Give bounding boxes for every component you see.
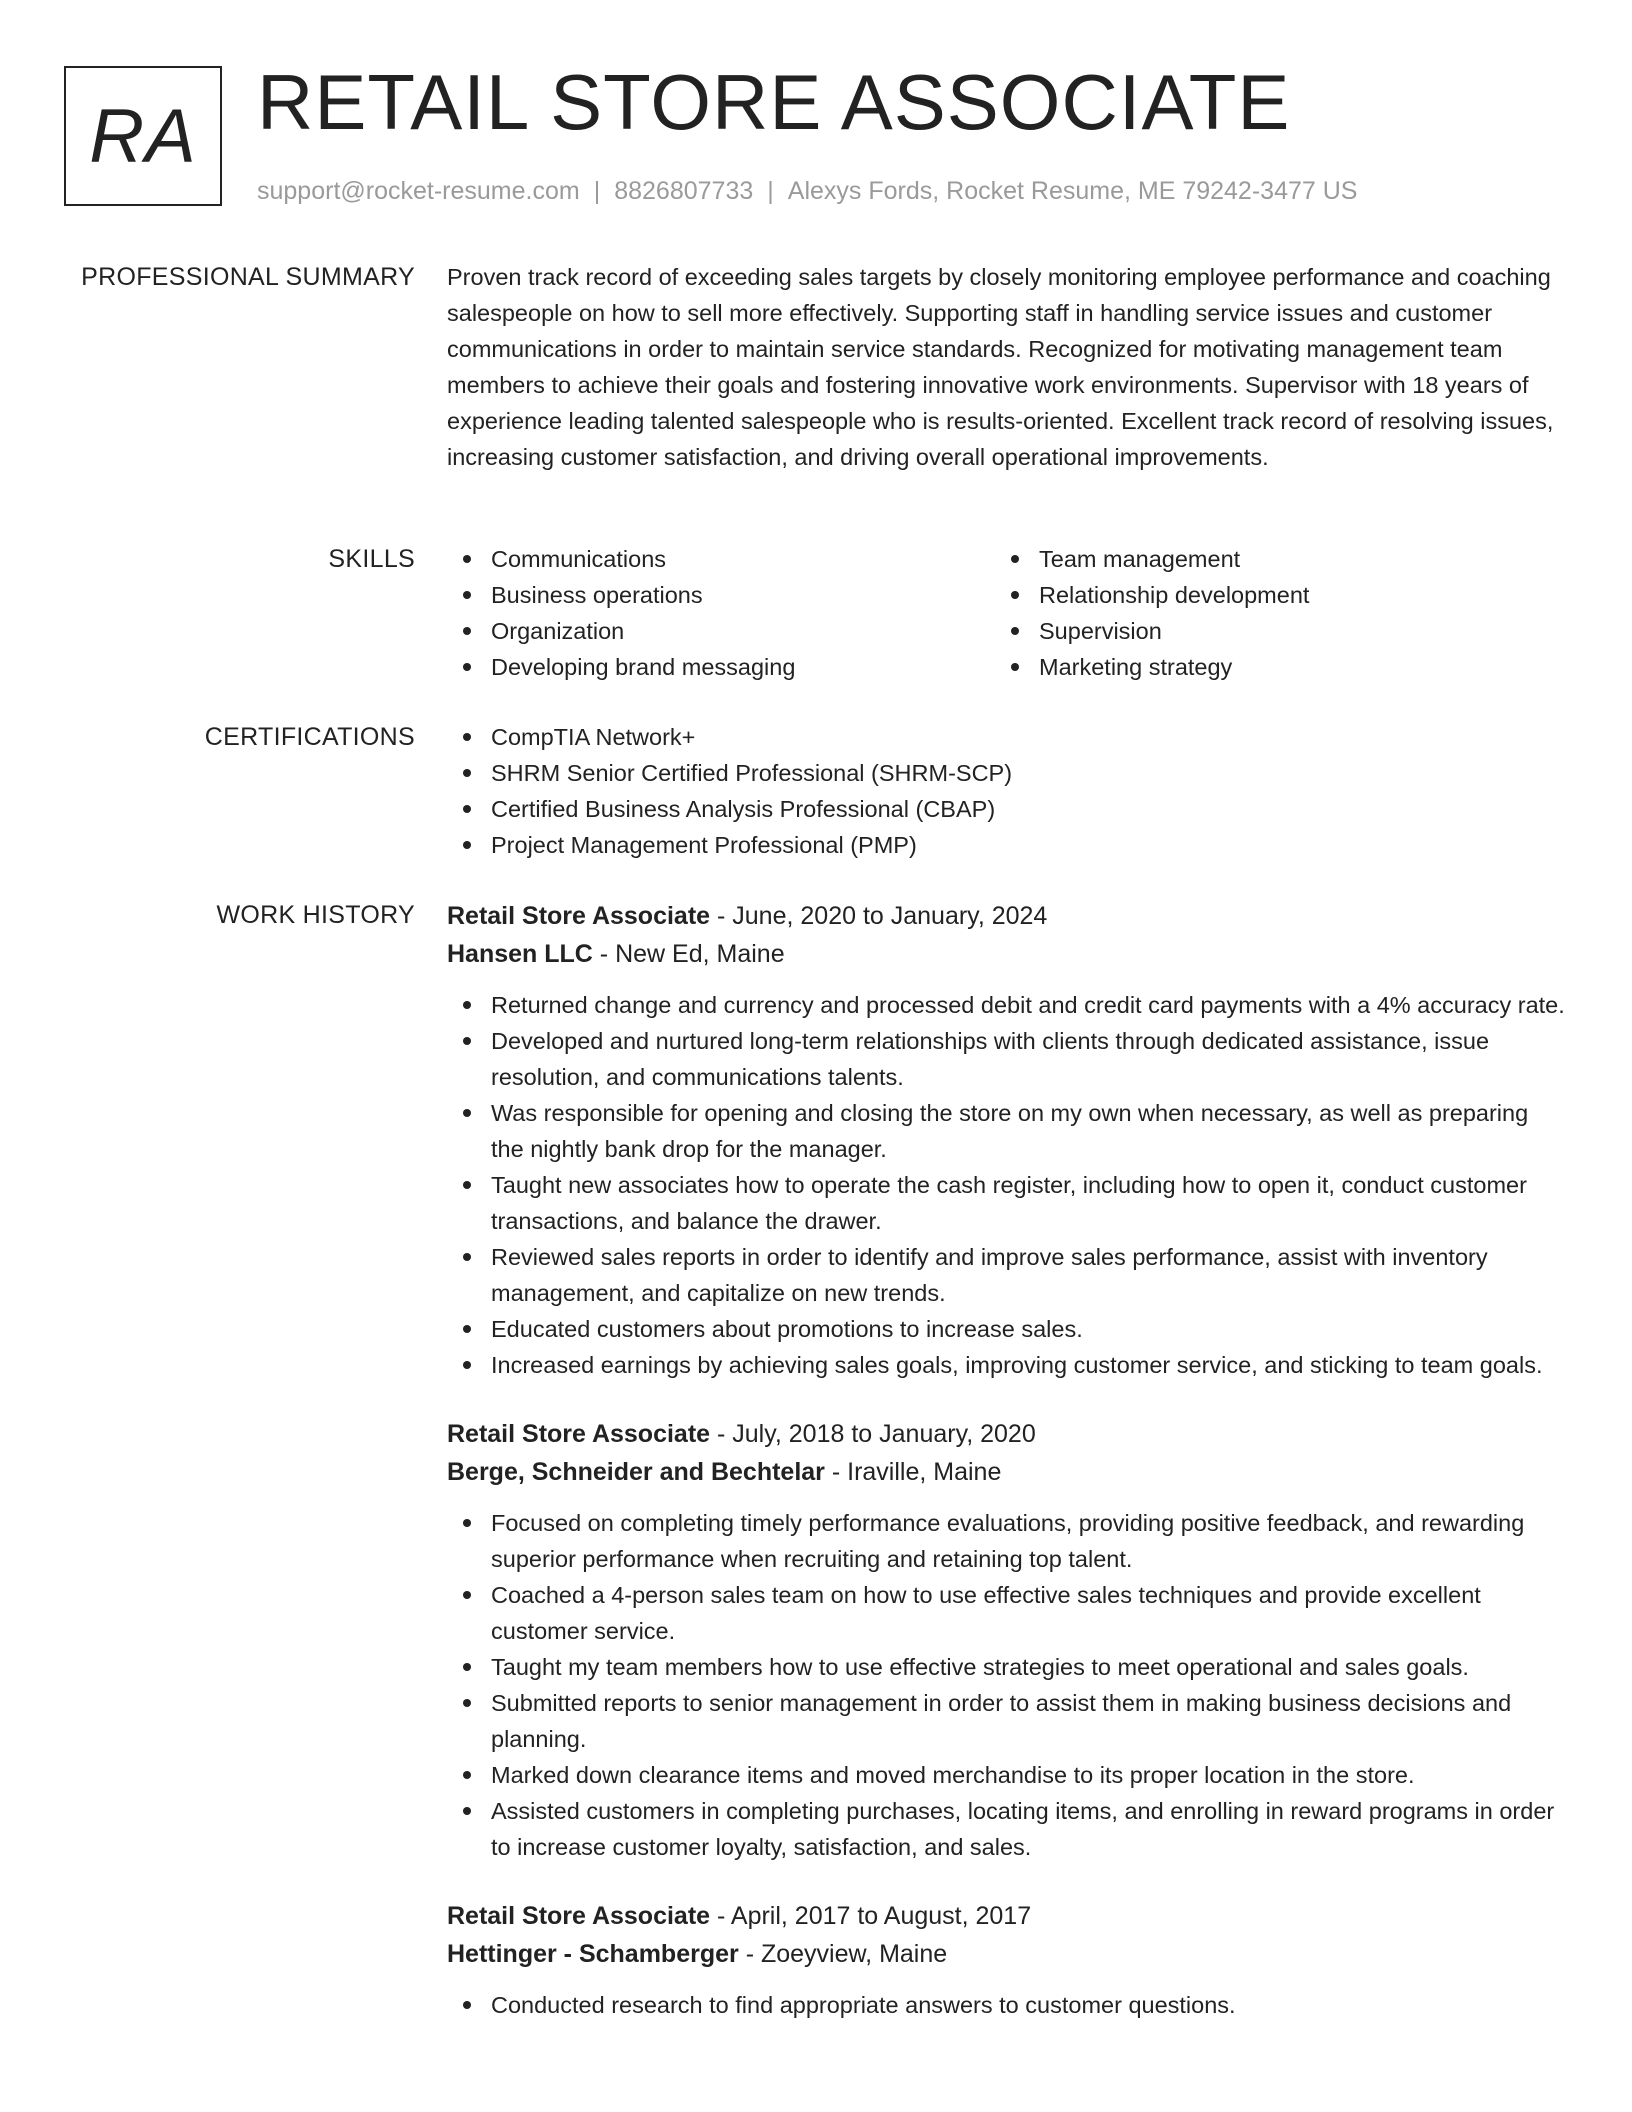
job-title-line bbox=[447, 1415, 1567, 1453]
skill-item: Developing brand messaging bbox=[447, 649, 995, 685]
job-bullet: Reviewed sales reports in order to identify and improve sales performance, assist with inventory management, and capitalize on new trends. bbox=[447, 1239, 1567, 1311]
skill-item: Supervision bbox=[995, 613, 1543, 649]
job-bullets bbox=[447, 987, 1567, 1383]
skill-item: Relationship development bbox=[995, 577, 1543, 613]
certification-item: SHRM Senior Certified Professional (SHRM-SCP) bbox=[447, 755, 1567, 791]
job-bullet: Marked down clearance items and moved merchandise to its proper location in the store. bbox=[447, 1757, 1567, 1793]
job-company-line bbox=[447, 1935, 1567, 1973]
certification-item: Project Management Professional (PMP) bbox=[447, 827, 1567, 863]
job-location: - Zoeyview, Maine bbox=[738, 1940, 948, 1968]
job-bullet: Coached a 4-person sales team on how to use effective sales techniques and provide excellent customer service. bbox=[447, 1577, 1567, 1649]
job-title: Retail Store Associate bbox=[447, 902, 711, 930]
certification-item: Certified Business Analysis Professional (CBAP) bbox=[447, 791, 1567, 827]
job-bullet: Was responsible for opening and closing the store on my own when necessary, as well as preparing the nightly bank drop for the manager. bbox=[447, 1095, 1567, 1167]
skills-list-left bbox=[447, 541, 995, 685]
certification-item: CompTIA Network+ bbox=[447, 719, 1567, 755]
job-bullets bbox=[447, 1987, 1567, 2023]
contact-separator: | bbox=[593, 177, 601, 205]
summary-heading: PROFESSIONAL SUMMARY bbox=[81, 263, 415, 291]
job-company: Berge, Schneider and Bechtelar bbox=[447, 1458, 825, 1486]
certifications-list bbox=[447, 719, 1567, 863]
summary-text: Proven track record of exceeding sales targets by closely monitoring employee performance and coaching salespeople on how to sell more effectively. Supporting staff in handling service issues and customer communications in order to maintain service standards. Recognized for motivating management team members to achieve their goals and fostering innovative work environments. Supervisor with 18 years of experience leading talented salespeople who is results-oriented. Excellent track record of resolving issues, increasing customer satisfaction, and driving overall operational improvements. bbox=[447, 264, 1554, 470]
job-bullets bbox=[447, 1505, 1567, 1865]
skills-heading: SKILLS bbox=[328, 545, 415, 573]
skill-item: Business operations bbox=[447, 577, 995, 613]
contact-line bbox=[257, 173, 1357, 209]
contact-email[interactable]: support@rocket-resume.com bbox=[257, 177, 580, 205]
job-entry bbox=[447, 1415, 1567, 1865]
job-bullet: Developed and nurtured long-term relationships with clients through dedicated assistance, issue resolution, and communications talents. bbox=[447, 1023, 1567, 1095]
job-dates: - July, 2018 to January, 2020 bbox=[710, 1420, 1036, 1448]
job-bullet: Increased earnings by achieving sales goals, improving customer service, and sticking to team goals. bbox=[447, 1347, 1567, 1383]
certifications-heading: CERTIFICATIONS bbox=[204, 723, 415, 751]
job-company: Hettinger - Schamberger bbox=[447, 1940, 739, 1968]
job-dates: - April, 2017 to August, 2017 bbox=[710, 1902, 1032, 1930]
resume-title: RETAIL STORE ASSOCIATE bbox=[257, 58, 1291, 146]
contact-address: Alexys Fords, Rocket Resume, ME 79242-3477 US bbox=[787, 177, 1358, 205]
skill-item: Team management bbox=[995, 541, 1543, 577]
job-location: - Iraville, Maine bbox=[824, 1458, 1002, 1486]
job-bullet: Submitted reports to senior management in order to assist them in making business decisions and planning. bbox=[447, 1685, 1567, 1757]
job-bullet: Taught new associates how to operate the cash register, including how to open it, conduct customer transactions, and balance the drawer. bbox=[447, 1167, 1567, 1239]
job-company-line bbox=[447, 935, 1567, 973]
monogram-badge: RA bbox=[64, 66, 222, 206]
contact-separator: | bbox=[767, 177, 774, 205]
job-title: Retail Store Associate bbox=[447, 1902, 711, 1930]
job-dates: - June, 2020 to January, 2024 bbox=[710, 902, 1048, 930]
work-history-heading: WORK HISTORY bbox=[216, 901, 415, 929]
job-entry bbox=[447, 897, 1567, 1383]
job-title: Retail Store Associate bbox=[447, 1420, 711, 1448]
job-bullet: Educated customers about promotions to increase sales. bbox=[447, 1311, 1567, 1347]
job-title-line bbox=[447, 897, 1567, 935]
job-location: - New Ed, Maine bbox=[592, 940, 785, 968]
job-bullet: Returned change and currency and processed debit and credit card payments with a 4% accuracy rate. bbox=[447, 987, 1567, 1023]
job-company-line bbox=[447, 1453, 1567, 1491]
job-bullet: Focused on completing timely performance evaluations, providing positive feedback, and rewarding superior performance when recruiting and retaining top talent. bbox=[447, 1505, 1567, 1577]
skill-item: Organization bbox=[447, 613, 995, 649]
job-bullet: Taught my team members how to use effective strategies to meet operational and sales goals. bbox=[447, 1649, 1567, 1685]
job-title-line bbox=[447, 1897, 1567, 1935]
skill-item: Marketing strategy bbox=[995, 649, 1543, 685]
job-company: Hansen LLC bbox=[447, 940, 593, 968]
job-entry bbox=[447, 1897, 1567, 2023]
skills-list-right bbox=[995, 541, 1543, 685]
skill-item: Communications bbox=[447, 541, 995, 577]
contact-phone[interactable]: 8826807733 bbox=[614, 177, 754, 205]
job-bullet: Assisted customers in completing purchases, locating items, and enrolling in reward programs in order to increase customer loyalty, satisfaction, and sales. bbox=[447, 1793, 1567, 1865]
job-bullet: Conducted research to find appropriate answers to customer questions. bbox=[447, 1987, 1567, 2023]
